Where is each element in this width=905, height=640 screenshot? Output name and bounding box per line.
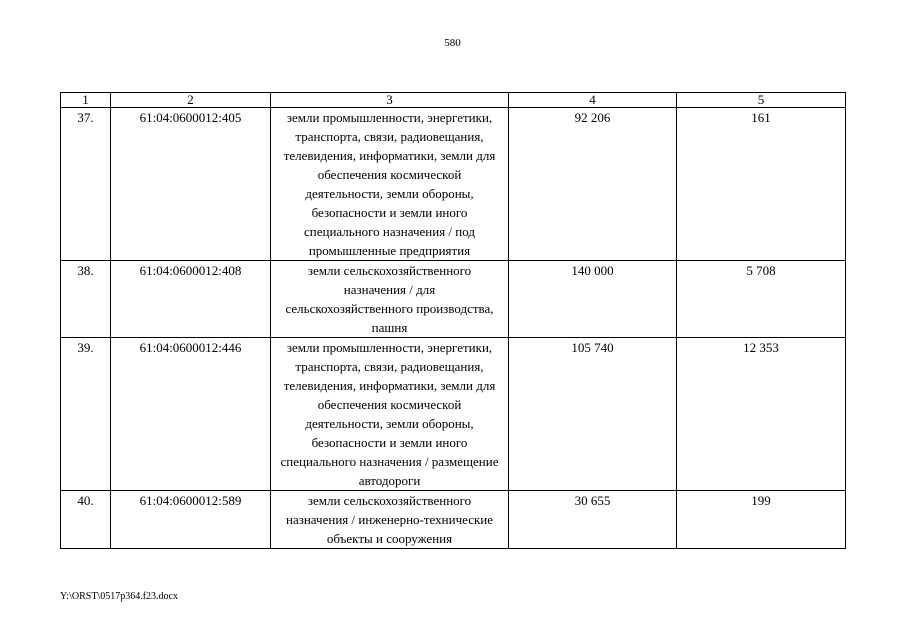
header-col-3: 3 <box>271 93 509 108</box>
plot-area: 30 655 <box>509 491 677 549</box>
table-row <box>61 261 846 338</box>
table-row <box>61 491 846 549</box>
page-number: 580 <box>444 37 461 49</box>
cadastral-number: 61:04:0600012:405 <box>111 108 271 261</box>
plot-value: 199 <box>677 491 846 549</box>
header-col-5: 5 <box>677 93 846 108</box>
header-col-1: 1 <box>61 93 111 108</box>
cadastral-number: 61:04:0600012:589 <box>111 491 271 549</box>
cadastral-number: 61:04:0600012:408 <box>111 261 271 338</box>
table-body <box>61 108 846 549</box>
row-number: 39. <box>61 338 111 491</box>
header-row <box>61 93 846 108</box>
header-col-2: 2 <box>111 93 271 108</box>
land-purpose: земли сельскохозяйственного назначения / для сельскохозяйственного производства, пашня <box>271 261 509 338</box>
row-number: 37. <box>61 108 111 261</box>
row-number: 38. <box>61 261 111 338</box>
land-purpose: земли промышленности, энергетики, транспорта, связи, радиовещания, телевидения, информатики, земли для обеспечения космической деятельности, земли обороны, безопасности и земли иного специального назначения / размещение автодороги <box>271 338 509 491</box>
plot-area: 92 206 <box>509 108 677 261</box>
plot-area: 140 000 <box>509 261 677 338</box>
table-row <box>61 108 846 261</box>
cadastral-number: 61:04:0600012:446 <box>111 338 271 491</box>
land-purpose: земли промышленности, энергетики, транспорта, связи, радиовещания, телевидения, информатики, земли для обеспечения космической деятельности, земли обороны, безопасности и земли иного специального назначения / под промышленные предприятия <box>271 108 509 261</box>
plot-value: 161 <box>677 108 846 261</box>
plot-value: 12 353 <box>677 338 846 491</box>
plot-value: 5 708 <box>677 261 846 338</box>
plot-area: 105 740 <box>509 338 677 491</box>
table-header <box>61 93 846 108</box>
land-purpose: земли сельскохозяйственного назначения / инженерно-технические объекты и сооружения <box>271 491 509 549</box>
table-row <box>61 338 846 491</box>
row-number: 40. <box>61 491 111 549</box>
land-plots-table <box>60 92 846 549</box>
header-col-4: 4 <box>509 93 677 108</box>
footer-file-path: Y:\ORST\0517p364.f23.docx <box>60 591 178 602</box>
